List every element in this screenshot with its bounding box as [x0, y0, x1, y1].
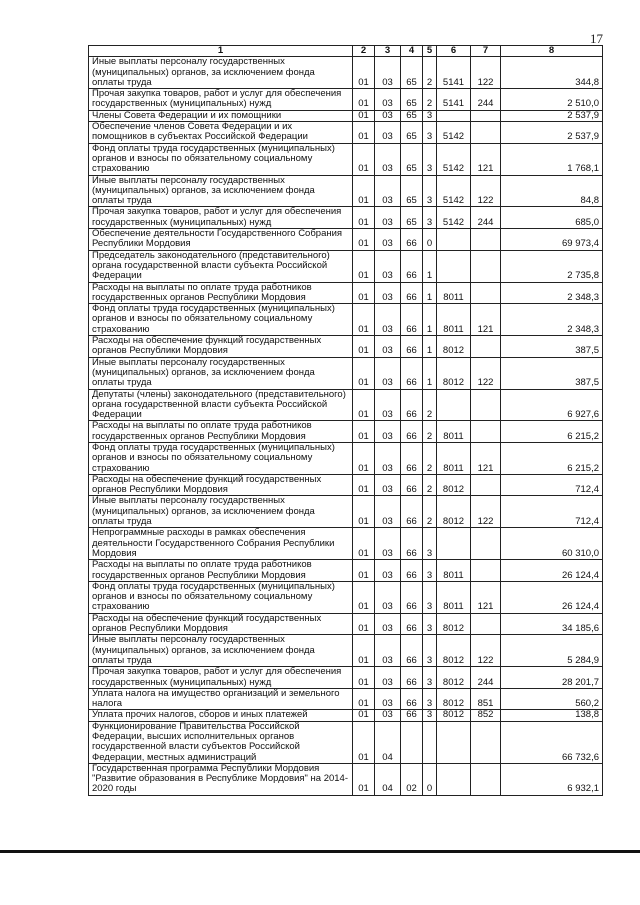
row-code-cell: 03: [375, 229, 401, 251]
row-code-cell: 03: [375, 282, 401, 304]
row-code-cell: 03: [375, 336, 401, 358]
row-code-cell: [401, 721, 423, 763]
row-code-cell: 03: [375, 357, 401, 389]
row-code-cell: 01: [353, 528, 375, 560]
row-code-cell: 1: [423, 282, 437, 304]
row-code-cell: 03: [375, 89, 401, 111]
table-body: [89, 57, 603, 795]
row-code-cell: [471, 474, 501, 496]
table-row: [89, 721, 603, 763]
row-code-cell: 66: [401, 421, 423, 443]
row-code-cell: 122: [471, 175, 501, 207]
row-code-cell: 8011: [437, 560, 471, 582]
row-code-cell: 01: [353, 110, 375, 121]
row-code-cell: 01: [353, 635, 375, 667]
row-code-cell: 03: [375, 710, 401, 721]
row-code-cell: 66: [401, 474, 423, 496]
row-code-cell: 65: [401, 89, 423, 111]
row-code-cell: 66: [401, 667, 423, 689]
table-row: [89, 421, 603, 443]
row-code-cell: [471, 336, 501, 358]
row-code-cell: [437, 763, 471, 795]
table-row: [89, 143, 603, 175]
row-code-cell: 3: [423, 143, 437, 175]
table-header-row: [89, 46, 603, 57]
header-cell: 5: [423, 46, 437, 57]
row-code-cell: 5142: [437, 143, 471, 175]
row-code-cell: 01: [353, 229, 375, 251]
row-code-cell: 01: [353, 613, 375, 635]
row-amount-cell: 138,8: [501, 710, 603, 721]
row-code-cell: 122: [471, 357, 501, 389]
row-code-cell: 5141: [437, 57, 471, 89]
row-code-cell: 01: [353, 560, 375, 582]
table-row: [89, 110, 603, 121]
row-code-cell: [471, 229, 501, 251]
row-name-cell: Уплата налога на имущество организаций и земельного налога: [89, 688, 353, 710]
row-amount-cell: 712,4: [501, 496, 603, 528]
row-code-cell: 66: [401, 613, 423, 635]
row-code-cell: 01: [353, 57, 375, 89]
row-name-cell: Непрограммные расходы в рамках обеспечения деятельности Государственного Собрания Республики Мордовия: [89, 528, 353, 560]
row-code-cell: [437, 528, 471, 560]
row-name-cell: Фонд оплаты труда государственных (муниципальных) органов и взносы по обязательному социальному страхованию: [89, 442, 353, 474]
row-code-cell: 8011: [437, 304, 471, 336]
row-code-cell: 66: [401, 336, 423, 358]
row-code-cell: 2: [423, 474, 437, 496]
row-code-cell: 8012: [437, 710, 471, 721]
row-amount-cell: 387,5: [501, 336, 603, 358]
row-code-cell: 03: [375, 496, 401, 528]
row-code-cell: 122: [471, 635, 501, 667]
table-row: [89, 57, 603, 89]
row-amount-cell: 712,4: [501, 474, 603, 496]
row-name-cell: Функционирование Правительства Российской Федерации, высших исполнительных органов государственной власти субъектов Российской Федерации, местных администраций: [89, 721, 353, 763]
row-code-cell: 8012: [437, 613, 471, 635]
row-code-cell: 122: [471, 57, 501, 89]
row-code-cell: 66: [401, 442, 423, 474]
row-amount-cell: 6 932,1: [501, 763, 603, 795]
table-row: [89, 560, 603, 582]
row-name-cell: Прочая закупка товаров, работ и услуг для обеспечения государственных (муниципальных) нужд: [89, 89, 353, 111]
row-code-cell: 122: [471, 496, 501, 528]
row-code-cell: 244: [471, 667, 501, 689]
row-code-cell: 852: [471, 710, 501, 721]
row-code-cell: 3: [423, 613, 437, 635]
header-cell: 2: [353, 46, 375, 57]
row-name-cell: Иные выплаты персоналу государственных (муниципальных) органов, за исключением фонда оплаты труда: [89, 175, 353, 207]
row-code-cell: 8011: [437, 421, 471, 443]
row-name-cell: Расходы на обеспечение функций государственных органов Республики Мордовия: [89, 336, 353, 358]
table-row: [89, 581, 603, 613]
row-code-cell: 01: [353, 143, 375, 175]
row-code-cell: 2: [423, 442, 437, 474]
row-name-cell: Фонд оплаты труда государственных (муниципальных) органов и взносы по обязательному социальному страхованию: [89, 581, 353, 613]
row-code-cell: 851: [471, 688, 501, 710]
row-code-cell: 03: [375, 110, 401, 121]
row-name-cell: Уплата прочих налогов, сборов и иных платежей: [89, 710, 353, 721]
row-code-cell: 03: [375, 389, 401, 421]
row-code-cell: [471, 721, 501, 763]
row-code-cell: 01: [353, 442, 375, 474]
row-code-cell: 66: [401, 496, 423, 528]
row-code-cell: 01: [353, 207, 375, 229]
row-code-cell: 01: [353, 304, 375, 336]
page-number: 17: [590, 31, 603, 46]
table-row: [89, 304, 603, 336]
table-row: [89, 710, 603, 721]
table-row: [89, 89, 603, 111]
row-name-cell: Депутаты (члены) законодательного (представительного) органа государственной власти субъекта Российской Федерации: [89, 389, 353, 421]
row-code-cell: 03: [375, 57, 401, 89]
row-amount-cell: 6 215,2: [501, 421, 603, 443]
row-code-cell: [471, 389, 501, 421]
table-row: [89, 688, 603, 710]
row-code-cell: 01: [353, 710, 375, 721]
row-code-cell: 03: [375, 122, 401, 144]
row-name-cell: Члены Совета Федерации и их помощники: [89, 110, 353, 121]
row-amount-cell: 34 185,6: [501, 613, 603, 635]
table-row: [89, 613, 603, 635]
row-code-cell: [437, 721, 471, 763]
row-name-cell: Фонд оплаты труда государственных (муниципальных) органов и взносы по обязательному социальному страхованию: [89, 143, 353, 175]
row-amount-cell: 28 201,7: [501, 667, 603, 689]
row-code-cell: 66: [401, 304, 423, 336]
row-name-cell: Фонд оплаты труда государственных (муниципальных) органов и взносы по обязательному социальному страхованию: [89, 304, 353, 336]
row-code-cell: 1: [423, 304, 437, 336]
row-code-cell: 03: [375, 635, 401, 667]
row-code-cell: 66: [401, 688, 423, 710]
header-cell: 1: [89, 46, 353, 57]
row-code-cell: [471, 528, 501, 560]
row-code-cell: 5142: [437, 122, 471, 144]
table-row: [89, 474, 603, 496]
row-code-cell: 01: [353, 581, 375, 613]
row-code-cell: 03: [375, 304, 401, 336]
row-code-cell: 65: [401, 110, 423, 121]
row-amount-cell: 2 537,9: [501, 110, 603, 121]
row-code-cell: 5142: [437, 175, 471, 207]
row-code-cell: [471, 613, 501, 635]
row-code-cell: 8011: [437, 581, 471, 613]
row-code-cell: 65: [401, 175, 423, 207]
row-amount-cell: 2 735,8: [501, 250, 603, 282]
row-name-cell: Иные выплаты персоналу государственных (муниципальных) органов, за исключением фонда оплаты труда: [89, 57, 353, 89]
row-code-cell: 8012: [437, 496, 471, 528]
row-code-cell: [423, 721, 437, 763]
row-code-cell: 65: [401, 57, 423, 89]
row-code-cell: 03: [375, 175, 401, 207]
row-amount-cell: 26 124,4: [501, 581, 603, 613]
row-amount-cell: 60 310,0: [501, 528, 603, 560]
row-code-cell: [437, 389, 471, 421]
row-code-cell: 1: [423, 336, 437, 358]
row-code-cell: 03: [375, 528, 401, 560]
row-amount-cell: 26 124,4: [501, 560, 603, 582]
table-row: [89, 175, 603, 207]
row-name-cell: Расходы на выплаты по оплате труда работников государственных органов Республики Мордовия: [89, 421, 353, 443]
row-amount-cell: 6 215,2: [501, 442, 603, 474]
row-code-cell: [471, 250, 501, 282]
row-code-cell: 03: [375, 613, 401, 635]
header-cell: 4: [401, 46, 423, 57]
table-row: [89, 389, 603, 421]
table-row: [89, 528, 603, 560]
row-code-cell: 2: [423, 421, 437, 443]
table-row: [89, 763, 603, 795]
row-code-cell: 244: [471, 89, 501, 111]
table-row: [89, 442, 603, 474]
row-code-cell: 04: [375, 763, 401, 795]
table-row: [89, 336, 603, 358]
row-code-cell: 01: [353, 496, 375, 528]
row-code-cell: 66: [401, 389, 423, 421]
row-code-cell: 8012: [437, 667, 471, 689]
row-code-cell: 66: [401, 560, 423, 582]
row-code-cell: 01: [353, 357, 375, 389]
row-code-cell: 66: [401, 528, 423, 560]
row-code-cell: 8012: [437, 688, 471, 710]
row-code-cell: 01: [353, 89, 375, 111]
row-code-cell: 2: [423, 496, 437, 528]
row-code-cell: 0: [423, 763, 437, 795]
budget-table: [88, 45, 603, 796]
row-name-cell: Расходы на обеспечение функций государственных органов Республики Мордовия: [89, 474, 353, 496]
row-code-cell: 03: [375, 667, 401, 689]
row-amount-cell: 6 927,6: [501, 389, 603, 421]
row-name-cell: Иные выплаты персоналу государственных (муниципальных) органов, за исключением фонда оплаты труда: [89, 635, 353, 667]
row-name-cell: Прочая закупка товаров, работ и услуг для обеспечения государственных (муниципальных) нужд: [89, 667, 353, 689]
row-amount-cell: 344,8: [501, 57, 603, 89]
row-code-cell: 01: [353, 474, 375, 496]
table-row: [89, 122, 603, 144]
row-code-cell: 2: [423, 389, 437, 421]
row-code-cell: [437, 250, 471, 282]
row-code-cell: 03: [375, 581, 401, 613]
row-code-cell: 03: [375, 421, 401, 443]
row-code-cell: 01: [353, 122, 375, 144]
row-code-cell: 65: [401, 143, 423, 175]
row-code-cell: 3: [423, 710, 437, 721]
row-code-cell: 01: [353, 721, 375, 763]
row-code-cell: 244: [471, 207, 501, 229]
row-amount-cell: 66 732,6: [501, 721, 603, 763]
row-code-cell: 01: [353, 175, 375, 207]
table-row: [89, 282, 603, 304]
row-code-cell: 04: [375, 721, 401, 763]
row-code-cell: 03: [375, 143, 401, 175]
row-code-cell: 121: [471, 442, 501, 474]
row-code-cell: 01: [353, 421, 375, 443]
header-cell: 6: [437, 46, 471, 57]
row-amount-cell: 84,8: [501, 175, 603, 207]
row-code-cell: 121: [471, 581, 501, 613]
row-name-cell: Председатель законодательного (представительного) органа государственной власти субъекта Российской Федерации: [89, 250, 353, 282]
row-code-cell: 3: [423, 560, 437, 582]
row-amount-cell: 685,0: [501, 207, 603, 229]
row-code-cell: 8011: [437, 442, 471, 474]
row-code-cell: [471, 421, 501, 443]
row-code-cell: [471, 122, 501, 144]
row-amount-cell: 560,2: [501, 688, 603, 710]
row-code-cell: 8012: [437, 336, 471, 358]
row-code-cell: [471, 110, 501, 121]
row-code-cell: 01: [353, 688, 375, 710]
row-code-cell: 3: [423, 175, 437, 207]
row-code-cell: 66: [401, 282, 423, 304]
row-code-cell: 03: [375, 560, 401, 582]
row-code-cell: 03: [375, 207, 401, 229]
row-code-cell: 03: [375, 474, 401, 496]
row-amount-cell: 1 768,1: [501, 143, 603, 175]
row-code-cell: 66: [401, 581, 423, 613]
row-code-cell: 01: [353, 282, 375, 304]
row-code-cell: 8012: [437, 474, 471, 496]
row-name-cell: Государственная программа Республики Мордовия "Развитие образования в Республике Мордовия" на 2014-2020 годы: [89, 763, 353, 795]
row-code-cell: 2: [423, 89, 437, 111]
row-name-cell: Иные выплаты персоналу государственных (муниципальных) органов, за исключением фонда оплаты труда: [89, 496, 353, 528]
row-code-cell: 3: [423, 122, 437, 144]
row-code-cell: 5142: [437, 207, 471, 229]
row-code-cell: 2: [423, 57, 437, 89]
row-amount-cell: 69 973,4: [501, 229, 603, 251]
row-name-cell: Расходы на выплаты по оплате труда работников государственных органов Республики Мордовия: [89, 282, 353, 304]
table-row: [89, 635, 603, 667]
row-code-cell: 01: [353, 389, 375, 421]
row-amount-cell: 2 348,3: [501, 282, 603, 304]
row-amount-cell: 2 348,3: [501, 304, 603, 336]
row-amount-cell: 5 284,9: [501, 635, 603, 667]
row-code-cell: [437, 110, 471, 121]
row-name-cell: Иные выплаты персоналу государственных (муниципальных) органов, за исключением фонда оплаты труда: [89, 357, 353, 389]
row-amount-cell: 2 537,9: [501, 122, 603, 144]
header-cell: 8: [501, 46, 603, 57]
table-row: [89, 357, 603, 389]
row-code-cell: 5141: [437, 89, 471, 111]
table-row: [89, 667, 603, 689]
row-code-cell: 66: [401, 250, 423, 282]
row-code-cell: 8012: [437, 357, 471, 389]
row-code-cell: 01: [353, 667, 375, 689]
row-amount-cell: 387,5: [501, 357, 603, 389]
row-code-cell: 03: [375, 688, 401, 710]
row-code-cell: 02: [401, 763, 423, 795]
row-code-cell: 65: [401, 122, 423, 144]
row-code-cell: [471, 560, 501, 582]
row-name-cell: Обеспечение деятельности Государственного Собрания Республики Мордовия: [89, 229, 353, 251]
table-row: [89, 229, 603, 251]
row-code-cell: 66: [401, 635, 423, 667]
table-row: [89, 250, 603, 282]
divider-line: [0, 850, 640, 853]
row-code-cell: 3: [423, 635, 437, 667]
header-cell: 7: [471, 46, 501, 57]
row-amount-cell: 2 510,0: [501, 89, 603, 111]
row-code-cell: 66: [401, 710, 423, 721]
row-code-cell: 01: [353, 250, 375, 282]
table-row: [89, 207, 603, 229]
row-code-cell: 3: [423, 207, 437, 229]
row-code-cell: 1: [423, 357, 437, 389]
row-code-cell: [437, 229, 471, 251]
header-cell: 3: [375, 46, 401, 57]
row-code-cell: 3: [423, 688, 437, 710]
row-code-cell: 3: [423, 528, 437, 560]
table-row: [89, 496, 603, 528]
row-code-cell: 65: [401, 207, 423, 229]
row-code-cell: 1: [423, 250, 437, 282]
row-code-cell: 66: [401, 229, 423, 251]
row-code-cell: [471, 763, 501, 795]
row-code-cell: 66: [401, 357, 423, 389]
row-name-cell: Прочая закупка товаров, работ и услуг для обеспечения государственных (муниципальных) нужд: [89, 207, 353, 229]
row-code-cell: 0: [423, 229, 437, 251]
row-code-cell: 01: [353, 763, 375, 795]
row-code-cell: [471, 282, 501, 304]
row-code-cell: 8011: [437, 282, 471, 304]
row-code-cell: 03: [375, 250, 401, 282]
row-code-cell: 8012: [437, 635, 471, 667]
row-code-cell: 3: [423, 581, 437, 613]
row-name-cell: Расходы на выплаты по оплате труда работников государственных органов Республики Мордовия: [89, 560, 353, 582]
row-code-cell: 121: [471, 304, 501, 336]
row-name-cell: Расходы на обеспечение функций государственных органов Республики Мордовия: [89, 613, 353, 635]
row-code-cell: 3: [423, 110, 437, 121]
row-code-cell: 3: [423, 667, 437, 689]
row-code-cell: 01: [353, 336, 375, 358]
row-code-cell: 121: [471, 143, 501, 175]
row-name-cell: Обеспечение членов Совета Федерации и их помощников в субъектах Российской Федерации: [89, 122, 353, 144]
row-code-cell: 03: [375, 442, 401, 474]
